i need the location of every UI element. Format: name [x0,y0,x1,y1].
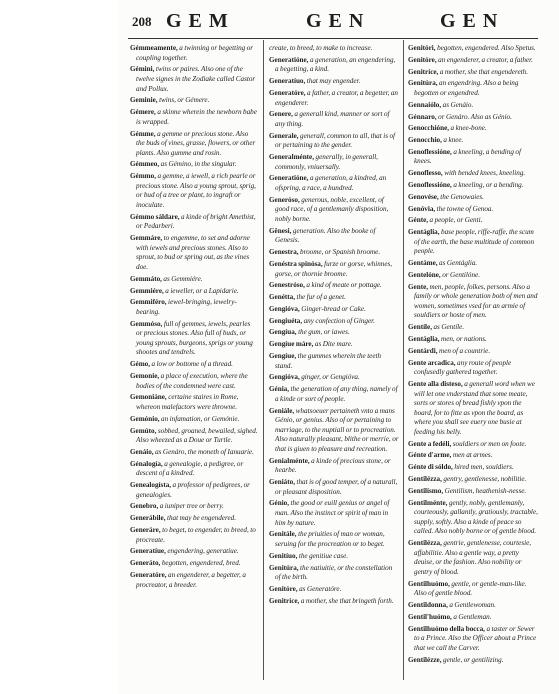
dictionary-entry [130,481,258,500]
dictionary-entry [130,372,258,391]
dictionary-entry [130,393,258,412]
column-divider [403,40,404,680]
entry-headword: Gennaiólo, [408,100,442,109]
dictionary-entry [408,499,540,537]
entry-definition: a iuniper tree or berry. [158,502,224,511]
entry-headword: Gentilhuómo della bocca, [408,624,485,633]
entry-definition: to beget, to engender, to breed, to procreate. [136,526,256,544]
entry-definition: the priuities of man or woman, seruing for the procreation or to beget. [275,530,385,548]
dictionary-entry [130,526,258,545]
entry-headword: Gentilézza, [408,539,442,548]
entry-definition: the natiuitie, or the constellation of the birth. [275,563,393,582]
dictionary-entry [408,169,540,179]
dictionary-entry [269,385,399,404]
dictionary-entry [269,564,399,583]
entry-headword: Genitóri, [408,44,436,52]
dictionary-entry [408,228,540,257]
entry-headword: Generáto, [130,559,161,568]
dictionary-entry [130,460,258,479]
entry-headword: Gemmiére, [130,286,164,295]
dictionary-entry [269,328,399,338]
entry-headword: Gentelóne, [408,270,441,279]
entry-definition: a twinning or begetting or coupling together. [136,44,254,62]
entry-headword: Generatíue, [130,547,166,556]
entry-definition: a place of execution, where the bodies of the condemned were cast. [136,372,248,390]
entry-definition: a ieweller, or a Lapidarie. [163,286,239,295]
dictionary-entry [269,174,399,193]
entry-definition: to engemme, to set and adorne with iewels and precious stones. Also to sprout, to bud or spring out, as the vines doe. [136,234,250,271]
entry-definition: a skinne wherein the newborn babe is wrapped. [136,108,257,126]
dictionary-entry [269,227,399,246]
dictionary-entry [408,271,540,281]
entry-definition: a kneeling, a bending of knees. [414,147,521,166]
entry-definition: create, to breed, to make to increase. [269,44,373,52]
entry-definition: men at armes. [451,451,493,460]
entry-definition: or Gentilóne. [440,270,480,279]
entry-headword: Gente a fedéli, [408,439,452,448]
entry-definition: generall, common to all, that is of or pertaining to the gender. [275,131,396,150]
entry-headword: Gémmo sáldare, [130,212,180,221]
entry-definition: full of gemmes, iewels, pearles or precious stones. Also full of buds, or young sprouts, burgeons, sprigs or young shootes and tendrels. [136,319,253,357]
entry-definition: the gum, or iawes. [296,328,350,337]
dictionary-entry [130,514,258,524]
column-1 [130,44,258,680]
dictionary-entry [408,205,540,215]
dictionary-entry [269,478,399,497]
dictionary-entry [408,601,540,611]
entry-headword: Gengióva, [269,304,300,313]
entry-definition: a professor of pedigrees, or genealogies. [136,481,250,499]
entry-definition: sobbed, groaned, bewailed, sighed. Also wheezed as a Doue or Turtle. [136,426,258,445]
dictionary-entry [269,56,399,75]
entry-definition: the Genowaies. [438,192,484,201]
dictionary-entry [130,172,258,210]
entry-definition: furze or gorse, whinnes, gorse, or thornie broome. [275,259,393,278]
entry-headword: Gemmáre, [130,234,163,243]
entry-headword: Genialménte, [269,456,310,465]
entry-headword: Gémme, [130,129,156,138]
dictionary-entry [130,415,258,425]
entry-definition: as Gentíle. [432,323,465,332]
entry-headword: Genovése, [408,192,439,201]
entry-headword: Gentáme, [408,259,438,268]
entry-definition: the generation of any thing, namely of a kinde or sort of people. [275,385,398,403]
dictionary-entry [130,108,258,127]
entry-definition: begotten, engendered, bred. [160,559,241,568]
dictionary-entry [269,373,399,383]
entry-headword: Genitíuo, [269,551,298,560]
entry-definition: a generation, a kindred, an ofspring, a race, a hundred. [275,174,387,193]
entry-definition: the fur of a genet. [294,293,346,302]
entry-headword: Gênesi, [269,226,292,235]
entry-definition: as Dite mare. [313,340,353,349]
dictionary-entry [408,113,540,123]
entry-headword: Gentilézza, [408,475,442,484]
dictionary-entry [130,427,258,446]
entry-headword: Gentáglia, [408,335,440,343]
entry-definition: a generall kind, manner or sort of any thing. [275,110,390,128]
entry-headword: Genere, [269,110,293,119]
entry-headword: Génia, [269,385,290,394]
entry-definition: generous, noble, excellent, of good race, of a gentlemanly disposition, nobly borne. [275,195,389,223]
dictionary-entry [408,335,540,345]
entry-headword: Genebro, [130,502,159,511]
entry-headword: Gengiuéta, [269,316,303,325]
running-head-middle: GEN [306,10,371,32]
entry-headword: Gemúto, [130,426,157,435]
entry-headword: Gente alla disteso, [408,379,463,388]
entry-definition: a generall word when we will let one vnderstand that some meate, sorts or stores of bread fishly vpon the board, for to fitte as vpon the board, as where you shall see euery one busie at feeding his belly. [414,379,535,436]
entry-headword: Gentárdi, [408,346,438,355]
entry-definition: the genitiue case. [297,551,349,560]
entry-definition: gentle, or gentle-man-like. Also of gentle blood. [414,579,527,598]
dictionary-entry [408,487,540,497]
entry-headword: Generatióne, [269,55,309,64]
entry-definition: begotten, engendered. Also Spetus. [435,44,536,52]
dictionary-entry [408,380,540,438]
entry-definition: Ginger-bread or Cake. [299,304,366,313]
dictionary-entry [130,287,258,297]
entry-headword: Gentil'huómo, [408,612,452,621]
entry-headword: Gentíle, [408,323,432,332]
entry-headword: Generáre, [130,526,161,535]
entry-headword: Gémere, [130,108,156,117]
dictionary-entry [408,359,540,378]
entry-headword: Gente, [408,282,429,291]
entry-definition: as Gemmiére. [161,274,203,283]
dictionary-entry [269,530,399,549]
entry-definition: an engenderer, a creator, a father. [436,55,533,64]
entry-headword: Génte d'arme, [408,451,452,460]
entry-headword: Genitóre, [269,584,298,593]
entry-definition: a kind of meate or pottage. [304,281,382,290]
entry-definition: a Gentleman. [451,612,492,621]
entry-definition: base people, riffe-raffe, the scum of the earth, the base multitude of common people. [414,228,535,256]
dictionary-entry [408,347,540,357]
column-2 [269,44,399,680]
dictionary-entry [269,293,399,303]
entry-definition: a knee. [441,136,464,145]
entry-definition: men, people, folkes, persons. Also a family or whole generation both of men and women, sometimes vsed for an armie of souldiers or hoste of men. [414,282,538,320]
dictionary-entry [408,580,540,599]
entry-headword: Gemmóso, [130,319,163,328]
entry-headword: Genétta, [269,293,295,302]
entry-headword: Generatióne, [269,174,309,183]
entry-headword: Gengíue máre, [269,340,314,349]
dictionary-entry [130,44,258,63]
entry-headword: Génte, [408,216,429,225]
dictionary-entry [408,475,540,485]
entry-headword: Genitríce, [269,596,300,605]
dictionary-entry [408,68,540,78]
dictionary-entry [408,259,540,269]
dictionary-entry [269,110,399,129]
dictionary-entry [408,440,540,450]
entry-headword: Genáio, [130,447,154,456]
entry-headword: Generóso, [269,195,300,204]
entry-definition: a kinde of bright Amethist, or Pedarberi. [136,212,256,231]
entry-definition: whatsoeuer pertaineth vnto a mans Génio, or genius. Also of or pertaining to marriage, to the nuptiall or to procreation. Also naturally pleasant, blithe or merrie, or that is giuen to pleasure and recreation. [275,406,399,453]
page-margin [0,0,118,694]
dictionary-entry [408,625,540,654]
entry-definition: gentrie, gentlenesse, courtesie, affabilitie. Also a gentle way, a pretty deuise, or the fashion. Also nobility or gentry of blood. [414,539,532,576]
dictionary-entry [408,656,540,666]
entry-definition: gentry, gentlenesse, nobilitie. [441,475,527,484]
column-divider [263,40,264,680]
entry-definition: any confection of Ginger. [302,316,375,325]
entry-headword: Geminie, [130,96,158,105]
entry-headword: Generalménte, [269,153,315,162]
entry-headword: Génte di sóldo, [408,463,453,472]
entry-definition: that may engender. [305,77,361,86]
entry-definition: a father, a creator, a begetter, an engenderer. [275,88,398,107]
dictionary-entry [130,360,258,370]
entry-headword: Generatíuo, [269,77,306,86]
dictionary-entry [408,136,540,146]
dictionary-entry [130,559,258,569]
column-3 [408,44,540,680]
entry-headword: Genéstra spinósa, [269,259,323,268]
dictionary-entry [408,323,540,333]
dictionary-entry [130,213,258,232]
entry-definition: a people, or Genti. [428,216,483,225]
dictionary-entry [408,79,540,98]
entry-definition: a gemme or precious stone. Also the buds of vines, grasse, flowers, or other plants. Also gumme and rosin. [136,129,256,157]
dictionary-entry [408,216,540,226]
entry-definition: a low or bottome of a thread. [150,360,233,369]
dictionary-entry [408,539,540,577]
entry-headword: Genitúra, [408,79,438,88]
entry-headword: Genitríce, [408,67,439,76]
entry-definition: the gummes wherein the teeth stand. [275,352,382,370]
dictionary-entry [269,317,399,327]
dictionary-entry [269,248,399,258]
entry-definition: gentle, or gentilizing. [441,655,504,664]
entry-definition: broome, or Spanish broome. [298,248,381,257]
entry-definition: an engendring. Also a being begotten or engendred. [414,79,519,97]
entry-headword: Gentáglia, [408,228,440,237]
dictionary-entry [130,547,258,557]
entry-headword: Genoflessióne, [408,181,452,189]
entry-definition: ginger, or Gengióva. [299,373,360,382]
entry-definition: men of a countrie. [437,346,491,355]
running-head-left: GEM [166,10,235,32]
dictionary-entry [269,305,399,315]
entry-definition: any route of people confusedly gathered together. [414,358,512,377]
entry-headword: Genealogísta, [130,481,172,490]
entry-headword: Gémo, [130,360,151,369]
entry-definition: generally, in generall, commonly, vniuersally. [275,153,378,171]
header-rule [128,38,538,39]
entry-definition: engendering, generatiue. [165,547,239,556]
entry-definition: the towne of Genoa. [435,204,494,213]
entry-definition: or Genáro. Also as Génio. [436,112,512,121]
dictionary-entry [130,275,258,285]
entry-headword: Generatóre, [130,570,167,579]
dictionary-entry [269,352,399,371]
entry-headword: Generatóre, [269,88,306,97]
entry-definition: a mother, she that bringeth forth. [299,596,394,605]
entry-definition: as Genáro, the moneth of Ianuarie. [153,447,254,456]
dictionary-entry [408,193,540,203]
entry-definition: a mother, she that engendereth. [438,67,529,76]
entry-headword: Gemónio, [130,414,160,423]
entry-headword: Geniáto, [269,478,295,487]
entry-definition: a kinde of precious stone, or hearbe. [275,456,391,475]
dictionary-entry [408,613,540,623]
entry-headword: Gentilísmo, [408,486,444,495]
dictionary-entry [269,44,399,54]
dictionary-entry [269,132,399,151]
dictionary-entry [408,148,540,167]
entry-headword: Gengíue, [269,352,297,360]
entry-headword: Gentilhuómo, [408,579,450,588]
entry-headword: Gentilménte, [408,498,448,507]
dictionary-entry [269,597,399,607]
entry-definition: as Generatóre. [297,584,342,593]
dictionary-entry [269,585,399,595]
page-number: 208 [132,14,152,29]
entry-definition: that is of good temper, of a naturall, or pleasant disposition. [275,478,398,496]
dictionary-entry [269,552,399,562]
entry-definition: as Genáio. [441,100,474,109]
dictionary-entry [408,181,540,191]
entry-headword: Gentilézze, [408,655,442,664]
entry-headword: Génnaro, [408,112,437,121]
page-header [0,10,559,36]
entry-headword: Génio, [269,499,290,508]
entry-definition: men, or nations. [439,335,487,343]
dictionary-entry [130,502,258,512]
dictionary-entry [130,298,258,317]
entry-headword: Genitóre, [408,55,437,64]
dictionary-entry [130,571,258,590]
dictionary-entry [130,448,258,458]
entry-headword: Gémini, [130,65,155,74]
dictionary-entry [408,44,540,54]
entry-definition: iewel-bringing, iewelry-bearing. [136,298,237,316]
entry-headword: Gemmiféro, [130,298,167,307]
entry-definition: a genealogie, a pedigree, or descent of a kindred. [136,459,244,478]
entry-headword: Gengióva, [269,373,300,382]
dictionary-entry [269,77,399,87]
entry-headword: Génalogía, [130,459,163,468]
entry-definition: the good or euill genius or angel of man. Also the instinct or spirit of man in him by nature. [275,499,390,527]
dictionary-entry [408,56,540,66]
entry-headword: Generábile, [130,514,166,523]
entry-headword: Geniále, [269,406,295,415]
entry-headword: Genóvia, [408,204,436,213]
entry-headword: Gentildonna, [408,601,448,610]
entry-headword: Genestróso, [269,281,305,290]
entry-headword: Genoflesso, [408,169,443,178]
entry-definition: that may be engendered. [165,514,237,523]
entry-headword: Genestra, [269,248,299,257]
entry-headword: Gémmeo, [130,160,160,169]
dictionary-entry [130,320,258,358]
entry-definition: a generation, an engendering, a begetting, a kind. [275,55,396,74]
entry-definition: certaine staires in Rome, whereon malefactors were throwne. [136,393,239,411]
entry-definition: generation. Also the booke of Genesis. [275,226,376,245]
dictionary-entry [130,130,258,159]
dictionary-entry [269,89,399,108]
entry-definition: an engenderer, a begetter, a procreator, a breeder. [136,570,246,589]
dictionary-entry [408,101,540,111]
dictionary-entry [269,340,399,350]
dictionary-entry [408,124,540,134]
entry-headword: Genitále, [269,530,297,539]
running-head-right: GEN [440,10,505,32]
entry-definition: a knee-bone. [449,124,487,133]
entry-definition: a gemme, a iewell, a rich pearle or precious stone. Also a young sprout, sprig, or bud of a tree or plant, to ingraft or inoculate. [136,172,256,210]
dictionary-entry [269,153,399,172]
dictionary-entry [269,260,399,279]
dictionary-entry [130,96,258,106]
entry-definition: twins, or Gémere. [157,96,210,105]
dictionary-entry [408,451,540,461]
entry-definition: a Gentlewoman. [447,601,496,610]
entry-definition: with bended knees, kneeling. [442,169,526,178]
entry-headword: Genocchio, [408,136,442,145]
dictionary-entry [408,463,540,473]
entry-headword: Gemmáto, [130,274,162,283]
entry-definition: as Gentáglia. [437,259,478,268]
entry-definition: a kneeling, or a bending. [451,181,524,189]
entry-definition: souldiers or men on foote. [451,439,527,448]
entry-headword: Genocchióne, [408,124,450,133]
entry-definition: hired men, souldiers. [452,463,514,472]
dictionary-entry [269,196,399,225]
entry-headword: Genoflessióne, [408,147,452,156]
entry-headword: Gengíua, [269,328,297,337]
entry-definition: a taster or Sewer to a Prince. Also the Officer about a Prince that we call the Carver. [414,624,537,652]
dictionary-entry [130,234,258,272]
entry-headword: Gemoniáne, [130,393,167,402]
entry-headword: Gémmeamente, [130,44,178,52]
dictionary-entry [130,160,258,170]
dictionary-entry [269,407,399,455]
entry-headword: Genitúra, [269,563,299,572]
entry-definition: an infamation, or Gemónie. [159,414,240,423]
dictionary-entry [130,65,258,94]
entry-headword: Gemonie, [130,372,160,381]
entry-headword: Gente arcadica, [408,358,456,367]
entry-headword: Generale, [269,131,299,140]
dictionary-entry [408,283,540,321]
entry-definition: twins or paires. Also one of the twelve signes in the Zodiake called Castor and Pollux. [136,65,256,93]
dictionary-entry [269,499,399,528]
dictionary-entry [269,281,399,291]
dictionary-entry [269,457,399,476]
entry-definition: as Gémino, in the singular. [159,160,237,169]
entry-headword: Gémmo, [130,172,156,181]
entry-definition: gently, nobly, gentlemanly, courteously, gallantly, gratiously, tractable, supply, softly. Also a kinde of peace so called. Also nobly borne or of gentle blood. [414,498,538,536]
entry-definition: Gentilism, heathenish-nesse. [443,486,527,495]
